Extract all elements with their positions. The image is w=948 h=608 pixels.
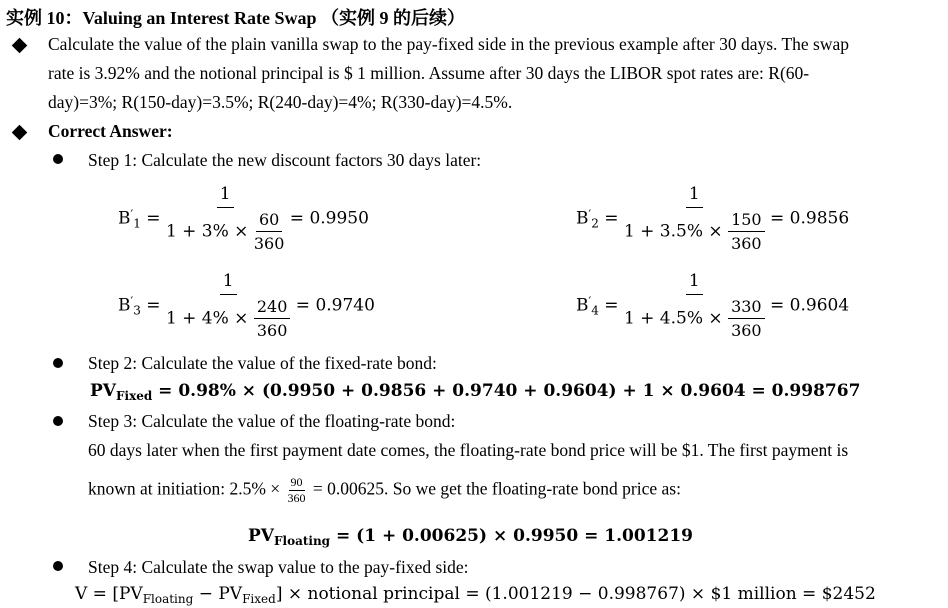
correct-answer-label: Correct Answer: bbox=[48, 121, 173, 141]
swap-value-formula: $V = [PV_{Floating} - PV_{Fixed}]$ × notional principal = (1.001219 − 0.998767) × $1 million = $2452 bbox=[75, 584, 876, 606]
dot-bullet-icon bbox=[53, 358, 63, 368]
slide-title: 实例 10：Valuing an Interest Rate Swap （实例 9 的后续） bbox=[6, 8, 466, 28]
discount-factor-b3: $B'_3$ = 1 1 + 4% × $\frac{240}{360}$ = 0.9740 bbox=[118, 271, 375, 341]
pv-fixed-formula: $PV_{Fixed} = 0.98\% \times (0.9950 + 0.9856 + 0.9740 + 0.9604) + 1 \times 0.9604 = 0.998767$ bbox=[90, 381, 861, 403]
step1-text: Step 1: Calculate the new discount factors 30 days later: bbox=[88, 150, 482, 170]
diamond-bullet-icon bbox=[12, 38, 28, 54]
discount-factor-b2: $B'_2$ = 1 1 + 3.5% × $\frac{150}{360}$ = 0.9856 bbox=[576, 184, 850, 254]
intro-line-3: day)=3%; R(150-day)=3.5%; R(240-day)=4%; R(330-day)=4.5%. bbox=[48, 92, 513, 112]
dot-bullet-icon bbox=[53, 154, 63, 164]
step2-text: Step 2: Calculate the value of the fixed-rate bond: bbox=[88, 353, 437, 373]
intro-line-2: rate is 3.92% and the notional principal is $ 1 million. Assume after 30 days the LIBOR spot rates are: R(60- bbox=[48, 63, 810, 83]
pv-floating-formula: $PV_{Floating} = (1 + 0.00625) \times 0.9950 = 1.001219$ bbox=[248, 526, 693, 548]
discount-factor-b1: $B'_1$ = 1 1 + 3% × $\frac{60}{360}$ = 0.9950 bbox=[118, 184, 369, 254]
step3-line-2: known at initiation: 2.5% × $\frac{90}{360}$ = 0.00625. So we get the floating-rate bond price as: bbox=[88, 475, 681, 506]
step3-text: Step 3: Calculate the value of the floating-rate bond: bbox=[88, 411, 456, 431]
dot-bullet-icon bbox=[53, 416, 63, 426]
step3-line-1: 60 days later when the first payment date comes, the floating-rate bond price will be $1. The first payment is bbox=[88, 440, 849, 460]
dot-bullet-icon bbox=[53, 561, 63, 571]
step4-text: Step 4: Calculate the swap value to the pay-fixed side: bbox=[88, 557, 469, 577]
diamond-bullet-icon bbox=[12, 125, 28, 141]
intro-line-1: Calculate the value of the plain vanilla swap to the pay-fixed side in the previous example after 30 days. The swap bbox=[48, 34, 850, 54]
discount-factor-b4: $B'_4$ = 1 1 + 4.5% × $\frac{330}{360}$ = 0.9604 bbox=[576, 271, 850, 341]
